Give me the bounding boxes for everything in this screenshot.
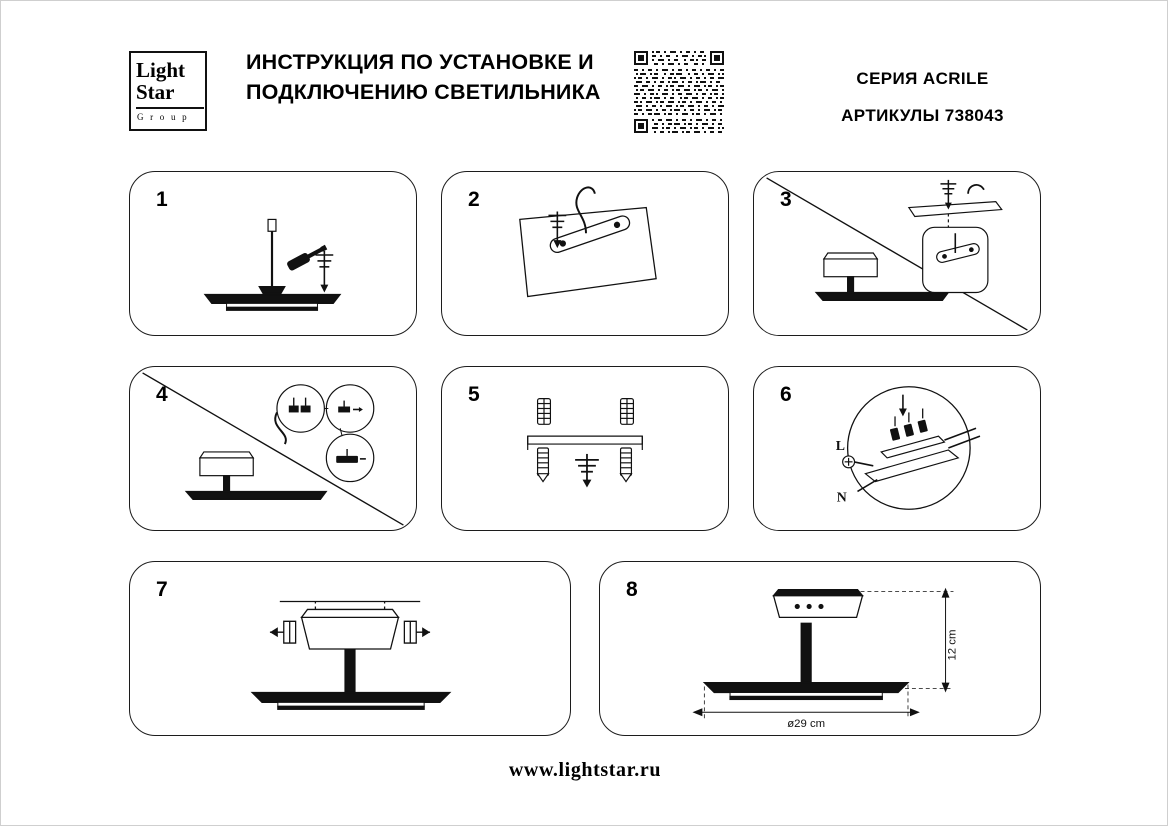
step-3-illustration — [754, 172, 1040, 335]
diameter-dimension-label: ø29 cm — [787, 718, 826, 731]
series-label: СЕРИЯ ACRILE — [856, 69, 989, 88]
lightstar-logo — [129, 51, 207, 131]
page-title: ИНСТРУКЦИЯ ПО УСТАНОВКЕ И ПОДКЛЮЧЕНИЮ СВЕТИЛЬНИКА — [246, 50, 601, 104]
logo-divider — [136, 107, 204, 109]
step-4-illustration — [130, 367, 416, 530]
header — [129, 47, 1041, 137]
step-number: 1 — [156, 188, 168, 211]
step-6-illustration — [754, 367, 1040, 530]
step-card-7 — [129, 561, 571, 736]
step-number: 3 — [780, 188, 792, 211]
step-card-3 — [753, 171, 1041, 336]
step-number: 7 — [156, 578, 168, 601]
step-card-4 — [129, 366, 417, 531]
step-number: 4 — [156, 383, 168, 406]
step-number: 2 — [468, 188, 480, 211]
logo-line-3: G r o u p — [137, 112, 189, 122]
product-info — [804, 69, 1041, 126]
step-card-1 — [129, 171, 417, 336]
neutral-label: N — [836, 489, 847, 505]
step-card-8 — [599, 561, 1041, 736]
step-number: 8 — [626, 578, 638, 601]
logo-line-2: Star — [136, 80, 175, 104]
qr-code-icon — [632, 49, 726, 135]
step-2-illustration — [442, 172, 728, 335]
article-label: АРТИКУЛЫ 738043 — [841, 106, 1004, 125]
step-number: 6 — [780, 383, 792, 406]
live-label: L — [835, 437, 845, 453]
logo-line-1: Light — [136, 58, 186, 82]
footer-website[interactable]: www.lightstar.ru — [508, 759, 662, 781]
step-card-6 — [753, 366, 1041, 531]
step-card-2 — [441, 171, 729, 336]
step-1-illustration — [130, 172, 416, 335]
height-dimension-label: 12 cm — [946, 629, 959, 661]
step-8-illustration — [600, 562, 1040, 735]
step-7-illustration — [130, 562, 570, 735]
step-number: 5 — [468, 383, 480, 406]
step-5-illustration — [442, 367, 728, 530]
step-card-5 — [441, 366, 729, 531]
